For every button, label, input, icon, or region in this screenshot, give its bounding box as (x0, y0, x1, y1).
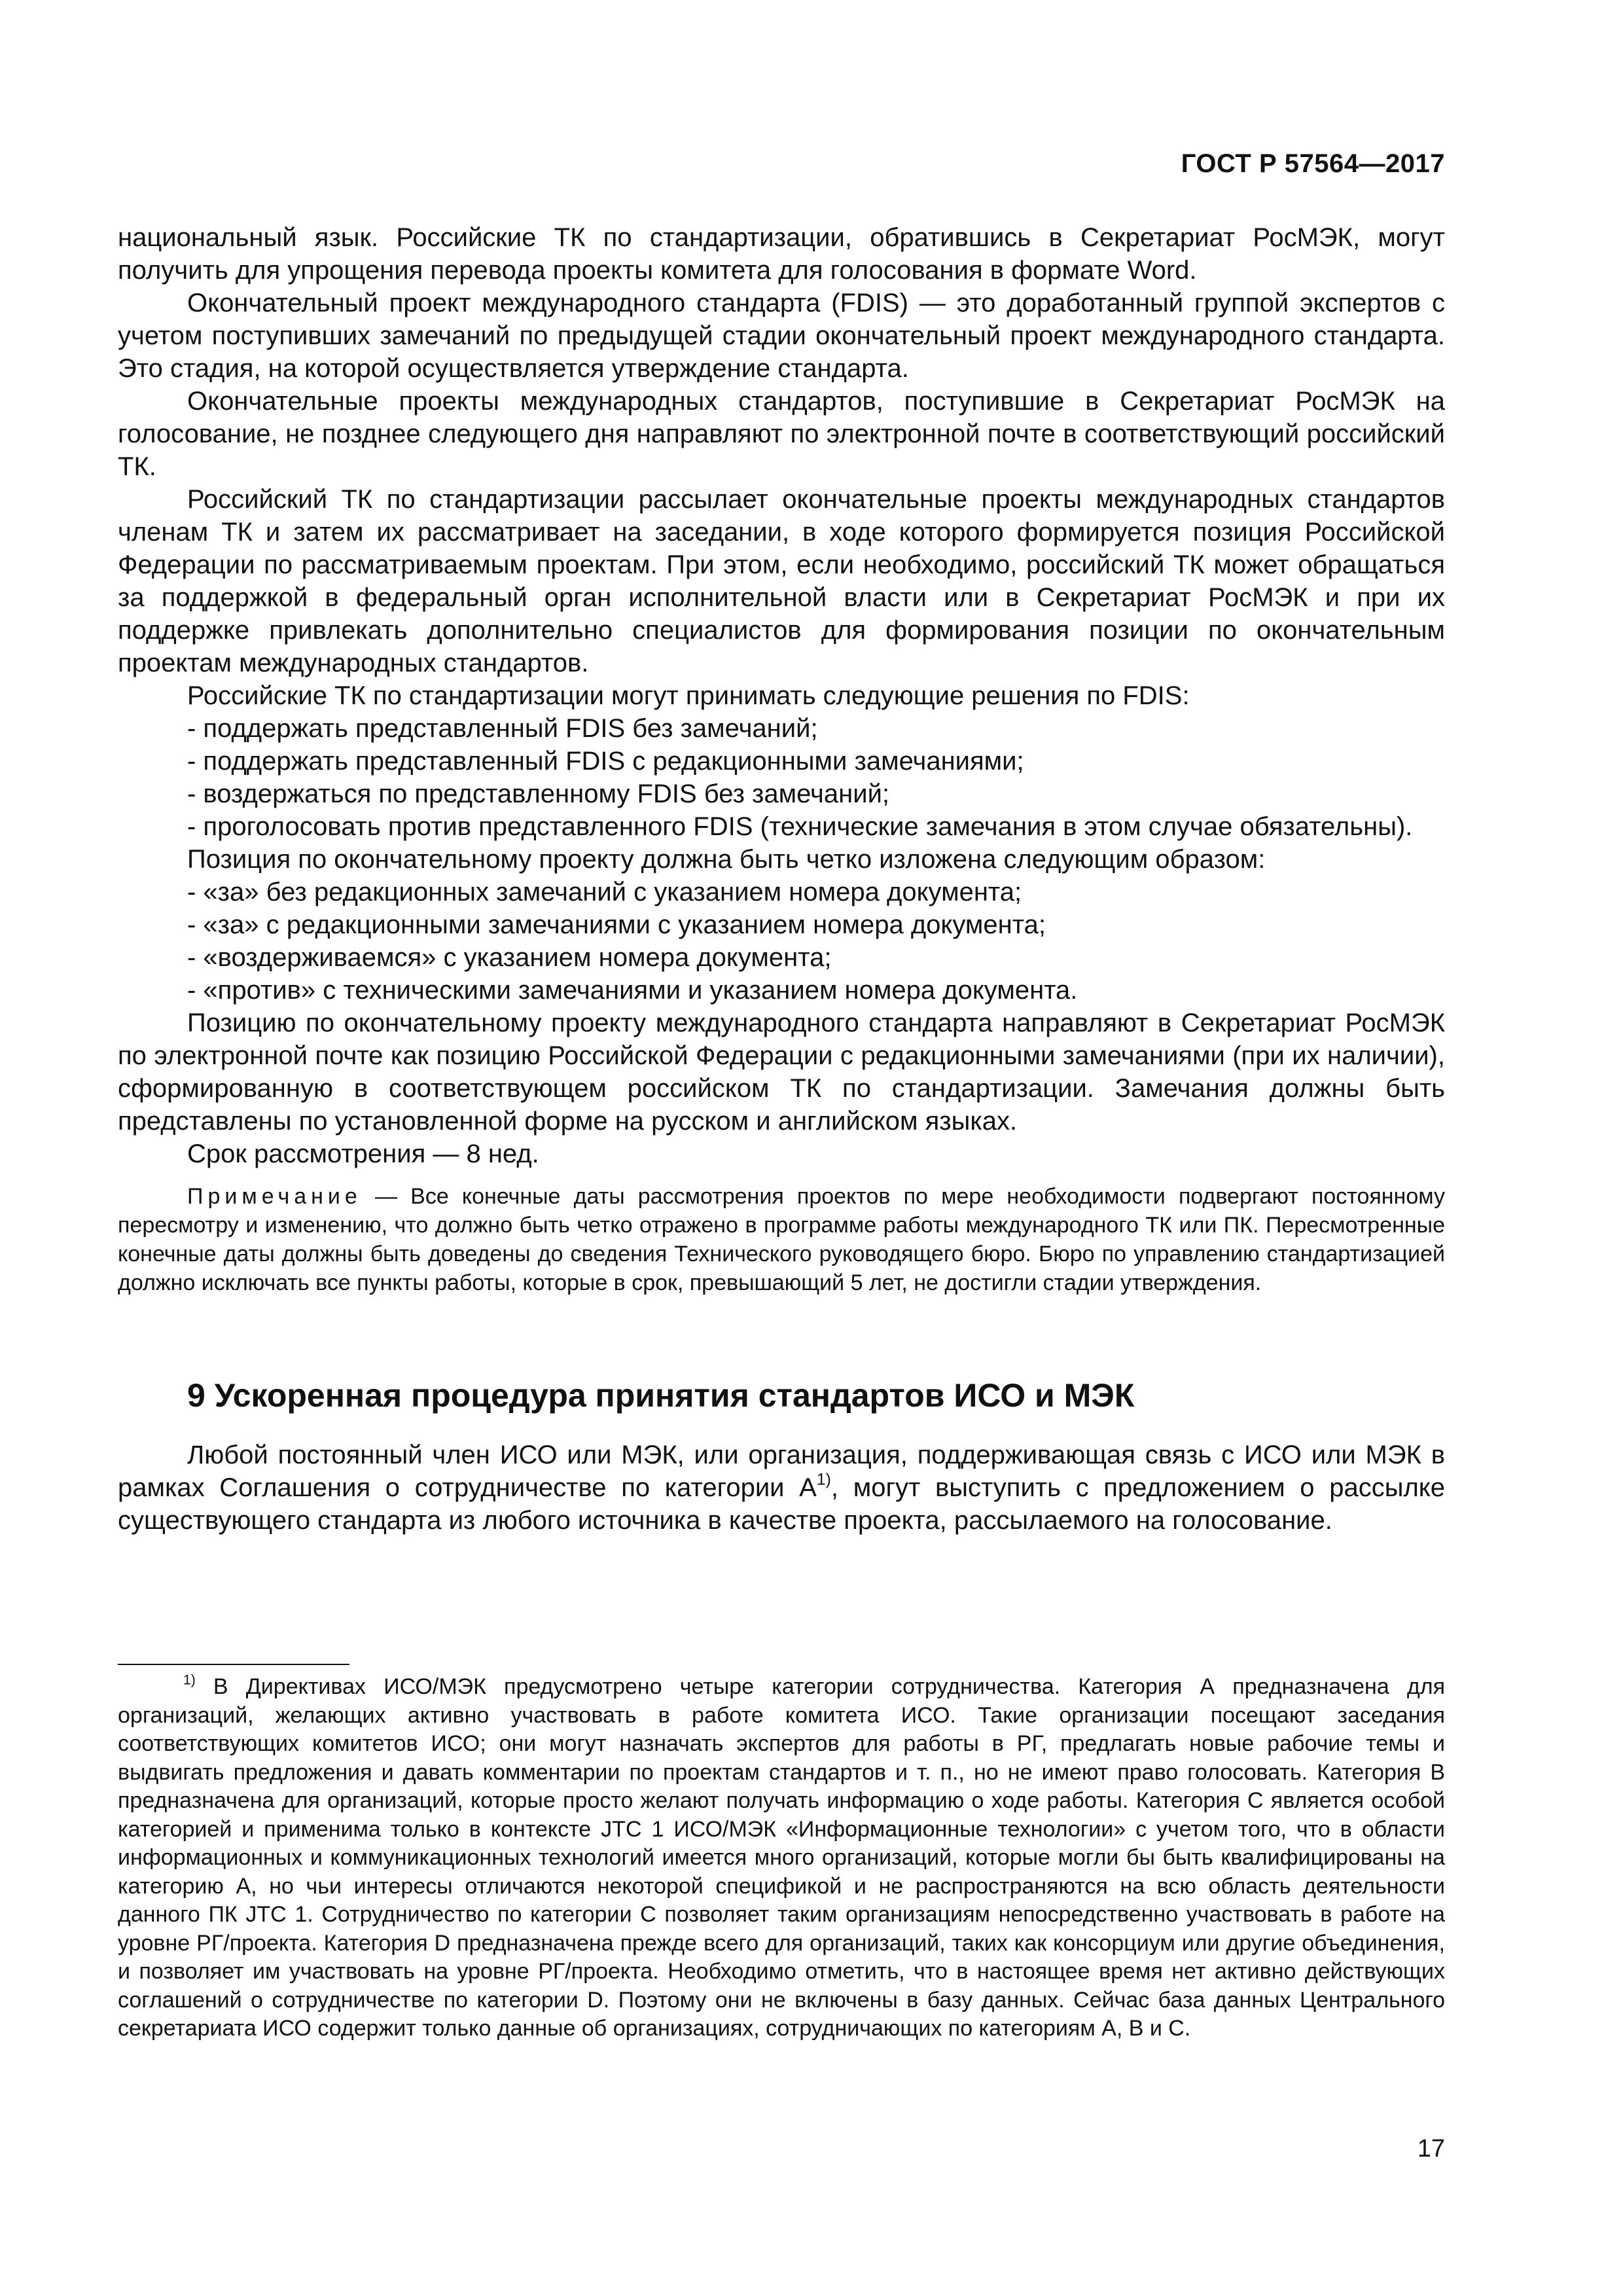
decision-item: - поддержать представленный FDIS с редакционными замечаниями; (187, 747, 1024, 776)
paragraph-fdis-distribution: Окончательные проекты международных стандартов, поступившие в Секретариат РосМЭК на голосование, не позднее следующего дня направляют по электронной почте в соответствующий российский ТК. (118, 387, 1445, 481)
section-heading: 9 Ускоренная процедура принятия стандартов ИСО и МЭК (187, 1377, 1135, 1414)
note-text: — Все конечные даты рассмотрения проектов по мере необходимости подвергают постоянному пересмотру и изменению, что должно быть четко отражено в программе работы международного ТК или ПК. Пересмотренные конечные даты должны быть доведены до сведения Технического руководящего бюро. Бюро по управлению стандартизацией должно исключать все пункты работы, которые в срок, превышающий 5 лет, не достигли стадии утверждения. (118, 1184, 1445, 1295)
paragraph-position-submission: Позицию по окончательному проекту международного стандарта направляют в Секретариат РосМЭК по электронной почте как позицию Российской Федерации с редакционными замечаниями (при их наличии), сформированную в соответствующем российском ТК по стандартизации. Замечания должны быть представлены по установленной форме на русском и английском языках. (118, 1009, 1445, 1136)
paragraph-decisions-intro: Российские ТК по стандартизации могут принимать следующие решения по FDIS: (187, 681, 1190, 710)
page-number: 17 (1417, 2135, 1445, 2162)
paragraph-continuation: национальный язык. Российские ТК по стандартизации, обратившись в Секретариат РосМЭК, могут получить для упрощения перевода проекты комитета для голосования в формате Word. (118, 223, 1445, 285)
decision-item: - воздержаться по представленному FDIS без замечаний; (187, 780, 890, 808)
paragraph-review-period: Срок рассмотрения — 8 нед. (187, 1139, 539, 1168)
paragraph-fast-track: Любой постоянный член ИСО или МЭК, или организация, поддерживающая связь с ИСО или МЭК в рамках Соглашения о сотрудничестве по категории $А^{1)}$, могут выступить с предложением о рассылке существующего стандарта из любого источника в качестве проекта, рассылаемого на голосование. (118, 1441, 1445, 1535)
footnote-separator (118, 1664, 349, 1665)
footnote-text: В Директивах ИСО/МЭК предусмотрено четыре категории сотрудничества. Категория А предназначена для организаций, желающих активно участвовать в работе комитета ИСО. Такие организации посещают заседания соответствующих комитетов ИСО; они могут назначать экспертов для работы в РГ, предлагать новые рабочие темы и выдвигать предложения и давать комментарии по проектам стандартов и т. п., но не имеют право голосовать. Категория В предназначена для организаций, которые просто желают получать информацию о ходе работы. Категория С является особой категорией и применима только в контексте JTC 1 ИСО/МЭК «Информационные технологии» с учетом того, что в области информационных и коммуникационных технологий имеется много организаций, которые могли бы быть квалифицированы на категорию А, но чьи интересы отличаются некоторой спецификой и не распространяются на всю область деятельности данного ПК JTC 1. Сотрудничество по категории С позволяет таким организациям непосредственно участвовать в работе на уровне РГ/проекта. Категория D предназначена прежде всего для организаций, таких как консорциум или другие объединения, и позволяет им участвовать на уровне РГ/проекта. Необходимо отметить, что в настоящее время нет активно действующих соглашений о сотрудничестве по категории D. Поэтому они не включены в базу данных. Сейчас база данных Центрального секретариата ИСО содержит только данные об организациях, сотрудничающих по категориям А, В и С. (118, 1674, 1445, 2041)
footnote-reference: 1) (816, 1471, 831, 1489)
footnote (118, 1673, 1445, 2043)
position-item: - «воздерживаемся» с указанием номера документа; (187, 943, 832, 972)
position-item: - «против» с техническими замечаниями и указанием номера документа. (187, 976, 1078, 1005)
main-text (118, 221, 1445, 1537)
position-item: - «за» без редакционных замечаний с указанием номера документа; (187, 878, 1022, 906)
footnote-mark: 1) (183, 1672, 196, 1688)
decision-item: - проголосовать против представленного FDIS (технические замечания в этом случае обязательны). (187, 812, 1413, 841)
paragraph-fdis-definition: Окончательный проект международного стандарта (FDIS) — это доработанный группой экспертов с учетом поступивших замечаний по предыдущей стадии окончательный проект международного стандарта. Это стадия, на которой осуществляется утверждение стандарта. (118, 289, 1445, 383)
document-code-header: ГОСТ Р 57564—2017 (1181, 149, 1445, 178)
paragraph-tc-review: Российский ТК по стандартизации рассылает окончательные проекты международных стандартов членам ТК и затем их рассматривает на заседании, в ходе которого формируется позиция Российской Федерации по рассматриваемым проектам. При этом, если необходимо, российский ТК может обращаться за поддержкой в федеральный орган исполнительной власти или в Секретариат РосМЭК и при их поддержке привлекать дополнительно специалистов для формирования позиции по окончательным проектам международных стандартов. (118, 485, 1445, 677)
decision-item: - поддержать представленный FDIS без замечаний; (187, 714, 818, 743)
note (118, 1182, 1445, 1297)
note-label: Примечание (187, 1184, 362, 1209)
position-item: - «за» с редакционными замечаниями с указанием номера документа; (187, 910, 1046, 939)
paragraph-positions-intro: Позиция по окончательному проекту должна быть четко изложена следующим образом: (187, 845, 1266, 874)
